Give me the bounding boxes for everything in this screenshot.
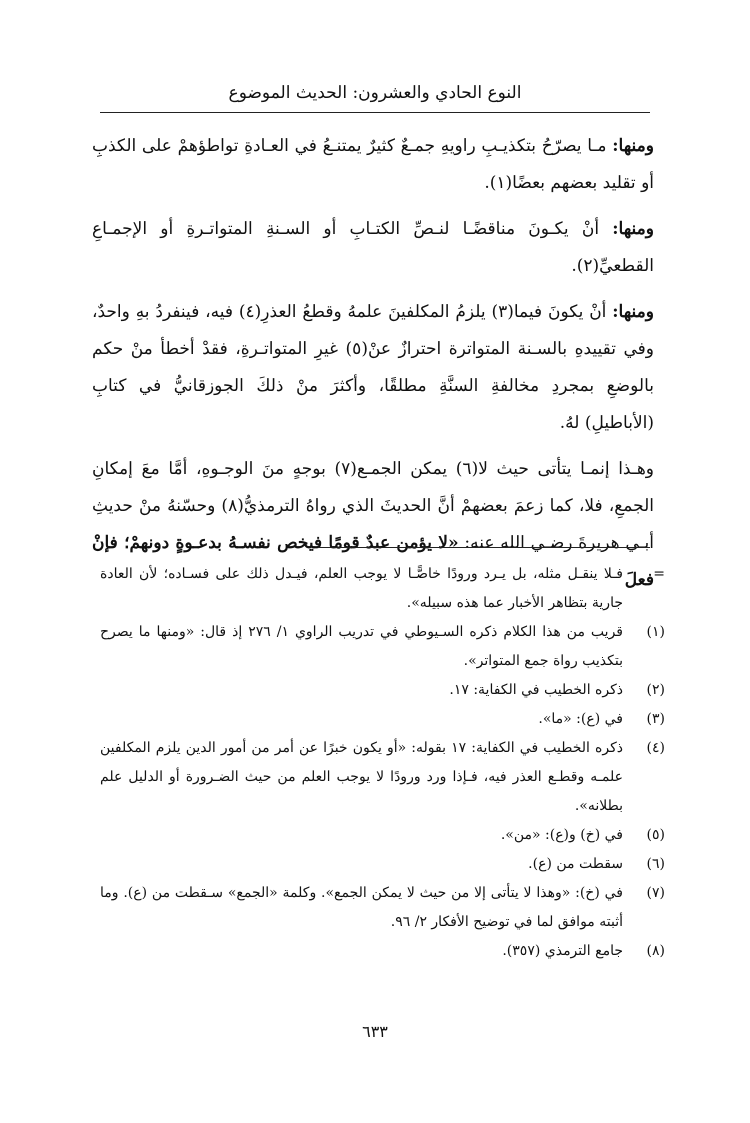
page-number: ٦٣٣ xyxy=(362,1022,388,1041)
paragraph-text: وهـذا إنمـا يتأتى حيث لا(٦) يمكن الجمـع(٧) بوجهٍ منَ الوجـوهِ، أمَّا معَ إمكانِ الجمعِ، فلا، كما زعمَ بعضهمْ أنَّ الحديثَ الذي رواهُ الترمذيُّ(٨) وحسّنهُ منْ حديثِ أبـي هريرةَ رضـي الله عنه: xyxy=(92,459,655,553)
footnote xyxy=(100,705,665,734)
footnote-number: (٥) xyxy=(646,827,665,843)
footnote-text: سقطت من (ع). xyxy=(528,856,623,872)
footnote xyxy=(100,850,665,879)
hadith-quote: «لا يؤمن عبدٌ قومًا فيخص نفسـهُ بدعـوةٍ دونهمْ؛ فإنْ فعلَ xyxy=(92,533,654,590)
paragraph-lead: ومنها: xyxy=(612,302,655,322)
footnote-number: (٦) xyxy=(646,856,665,872)
footnote-text: في (خ) و(ع): «من». xyxy=(500,827,623,843)
paragraph-text: أنْ يكونَ فيما(٣) يلزمُ المكلفينَ علمهُ وقطعُ العذرِ(٤) فيه، فينفردُ بهِ واحدٌ، وفي تقييدهِ بالسـنة المتواترة احترازٌ عنْ(٥) غيرِ المتواتـرةِ، فقدْ أخطأ منْ حكم بالوضعِ بمجردِ مخالفةِ السنَّةِ مطلقًا، وأكثرَ منْ ذلكَ الجوزقانيُّ في كتابِ (الأباطيلِ) لهُ. xyxy=(92,302,655,433)
footnote-number: (٢) xyxy=(646,682,665,698)
footnote-number: = xyxy=(653,566,665,582)
footnote xyxy=(100,937,665,966)
paragraph-lead: ومنها: xyxy=(612,136,654,156)
footnote xyxy=(100,879,665,937)
footnote-number: (٣) xyxy=(646,711,665,727)
footnote-text: جامع الترمذي (٣٥٧). xyxy=(502,943,623,959)
main-text xyxy=(92,128,654,608)
paragraph-lead: ومنها: xyxy=(612,219,654,239)
footnote-text: ذكره الخطيب في الكفاية: ١٧. xyxy=(449,682,623,698)
paragraph xyxy=(92,128,654,202)
paragraph-text: مـا يصرّحُ بتكذيـبِ راويهِ جمـعٌ كثيرٌ يمتنـعُ في العـادةِ تواطؤهمْ على الكذبِ أو تقليد بعضهم بعضًا(١). xyxy=(92,136,654,193)
paragraph xyxy=(92,211,654,285)
paragraph-text: أنْ يكـونَ مناقضًـا لنـصِّ الكتـابِ أو السـنةِ المتواتـرةِ أو الإجمـاعِ القطعيِّ(٢). xyxy=(92,219,654,276)
footnote xyxy=(100,618,665,676)
footnote xyxy=(100,821,665,850)
paragraph xyxy=(92,294,654,442)
footnote-text: قريب من هذا الكلام ذكره السـيوطي في تدريب الراوي ١/ ٢٧٦ إذ قال: «ومنها ما يصرح بتكذيب رواة جمع المتواتر». xyxy=(100,624,623,669)
running-header: النوع الحادي والعشرون: الحديث الموضوع xyxy=(228,83,522,103)
footnote-number: (٤) xyxy=(646,740,665,756)
footnote-text: ذكره الخطيب في الكفاية: ١٧ بقوله: «أو يكون خبرًا عن أمر من أمور الدين يلزم المكلفين علمـه وقطـع العذر فيه، فـإذا ورد ورودًا لا يوجب العلم من حيث الضـرورة أو الدليل علم بطلانه». xyxy=(100,740,624,814)
footnote xyxy=(100,676,665,705)
footnote-number: (٨) xyxy=(646,943,665,959)
footnote-number: (٧) xyxy=(646,885,665,901)
footnote xyxy=(100,734,665,821)
footnote-number: (١) xyxy=(646,624,665,640)
footnote xyxy=(100,560,665,618)
footnote-text: في (ع): «ما». xyxy=(538,711,623,727)
footnote-divider xyxy=(318,547,650,548)
footnote-text: فـلا ينقـل مثله، بل يـرد ورودًا خاصًّـا لا يوجب العلم، فيـدل ذلك على فسـاده؛ لأن العادة جارية بتظاهر الأخبار عما هذه سبيله». xyxy=(100,566,623,611)
footnotes xyxy=(100,560,665,966)
header-divider xyxy=(100,112,650,113)
footnote-text: في (خ): «وهذا لا يتأتى إلا من حيث لا يمكن الجمع». وكلمة «الجمع» سـقطت من (ع). وما أثبته موافق لما في توضيح الأفكار ٢/ ٩٦. xyxy=(100,885,623,930)
